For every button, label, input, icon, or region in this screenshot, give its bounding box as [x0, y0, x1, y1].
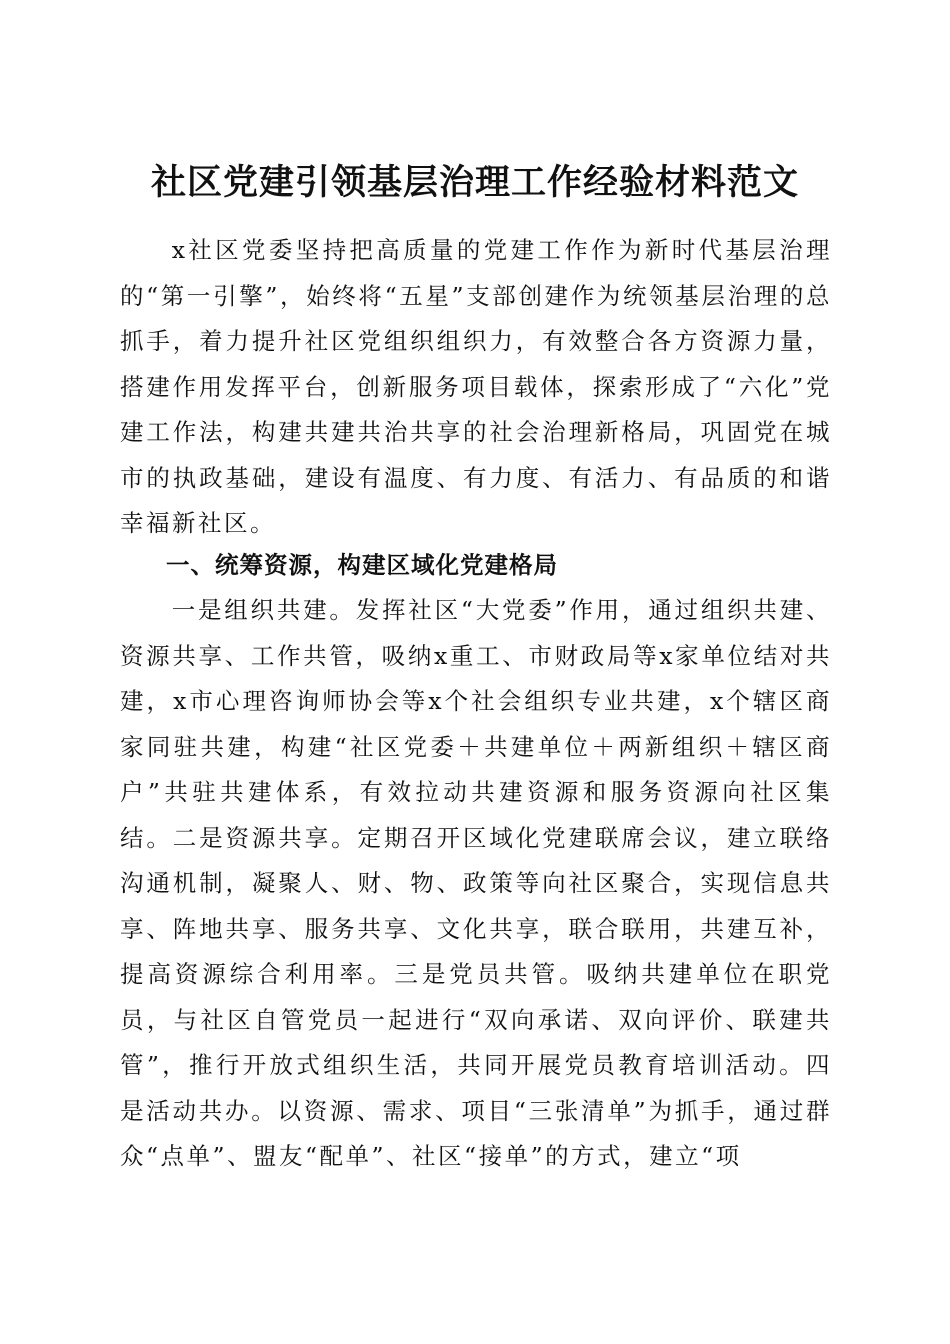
- document-title: 社区党建引领基层治理工作经验材料范文: [150, 162, 799, 204]
- section-body-paragraph: 一是组织共建。发挥社区“大党委”作用，通过组织共建、资源共享、工作共管，吸纳x重工、市财政局等x家单位结对共建，x市心理咨询师协会等x个社会组织专业共建，x个辖区商家同驻共建，构建“社区党委＋共建单位＋两新组织＋辖区商户”共驻共建体系，有效拉动共建资源和服务资源向社区集结。二是资源共享。定期召开区域化党建联席会议，建立联络沟通机制，凝聚人、财、物、政策等向社区聚合，实现信息共享、阵地共享、服务共享、文化共享，联合联用，共建互补，提高资源综合利用率。三是党员共管。吸纳共建单位在职党员，与社区自管党员一起进行“双向承诺、双向评价、联建共管”，推行开放式组织生活，共同开展党员教育培训活动。四是活动共办。以资源、需求、项目“三张清单”为抓手，通过群众“点单”、盟友“配单”、社区“接单”的方式，建立“项: [120, 596, 832, 1170]
- intro-paragraph: x社区党委坚持把高质量的党建工作作为新时代基层治理的“第一引擎”，始终将“五星”支部创建作为统领基层治理的总抓手，着力提升社区党组织组织力，有效整合各方资源力量，搭建作用发挥平台，创新服务项目载体，探索形成了“六化”党建工作法，构建共建共治共享的社会治理新格局，巩固党在城市的执政基础，建设有温度、有力度、有活力、有品质的和谐幸福新社区。: [120, 236, 832, 537]
- section-heading: 一、统筹资源，构建区域化党建格局: [166, 551, 558, 579]
